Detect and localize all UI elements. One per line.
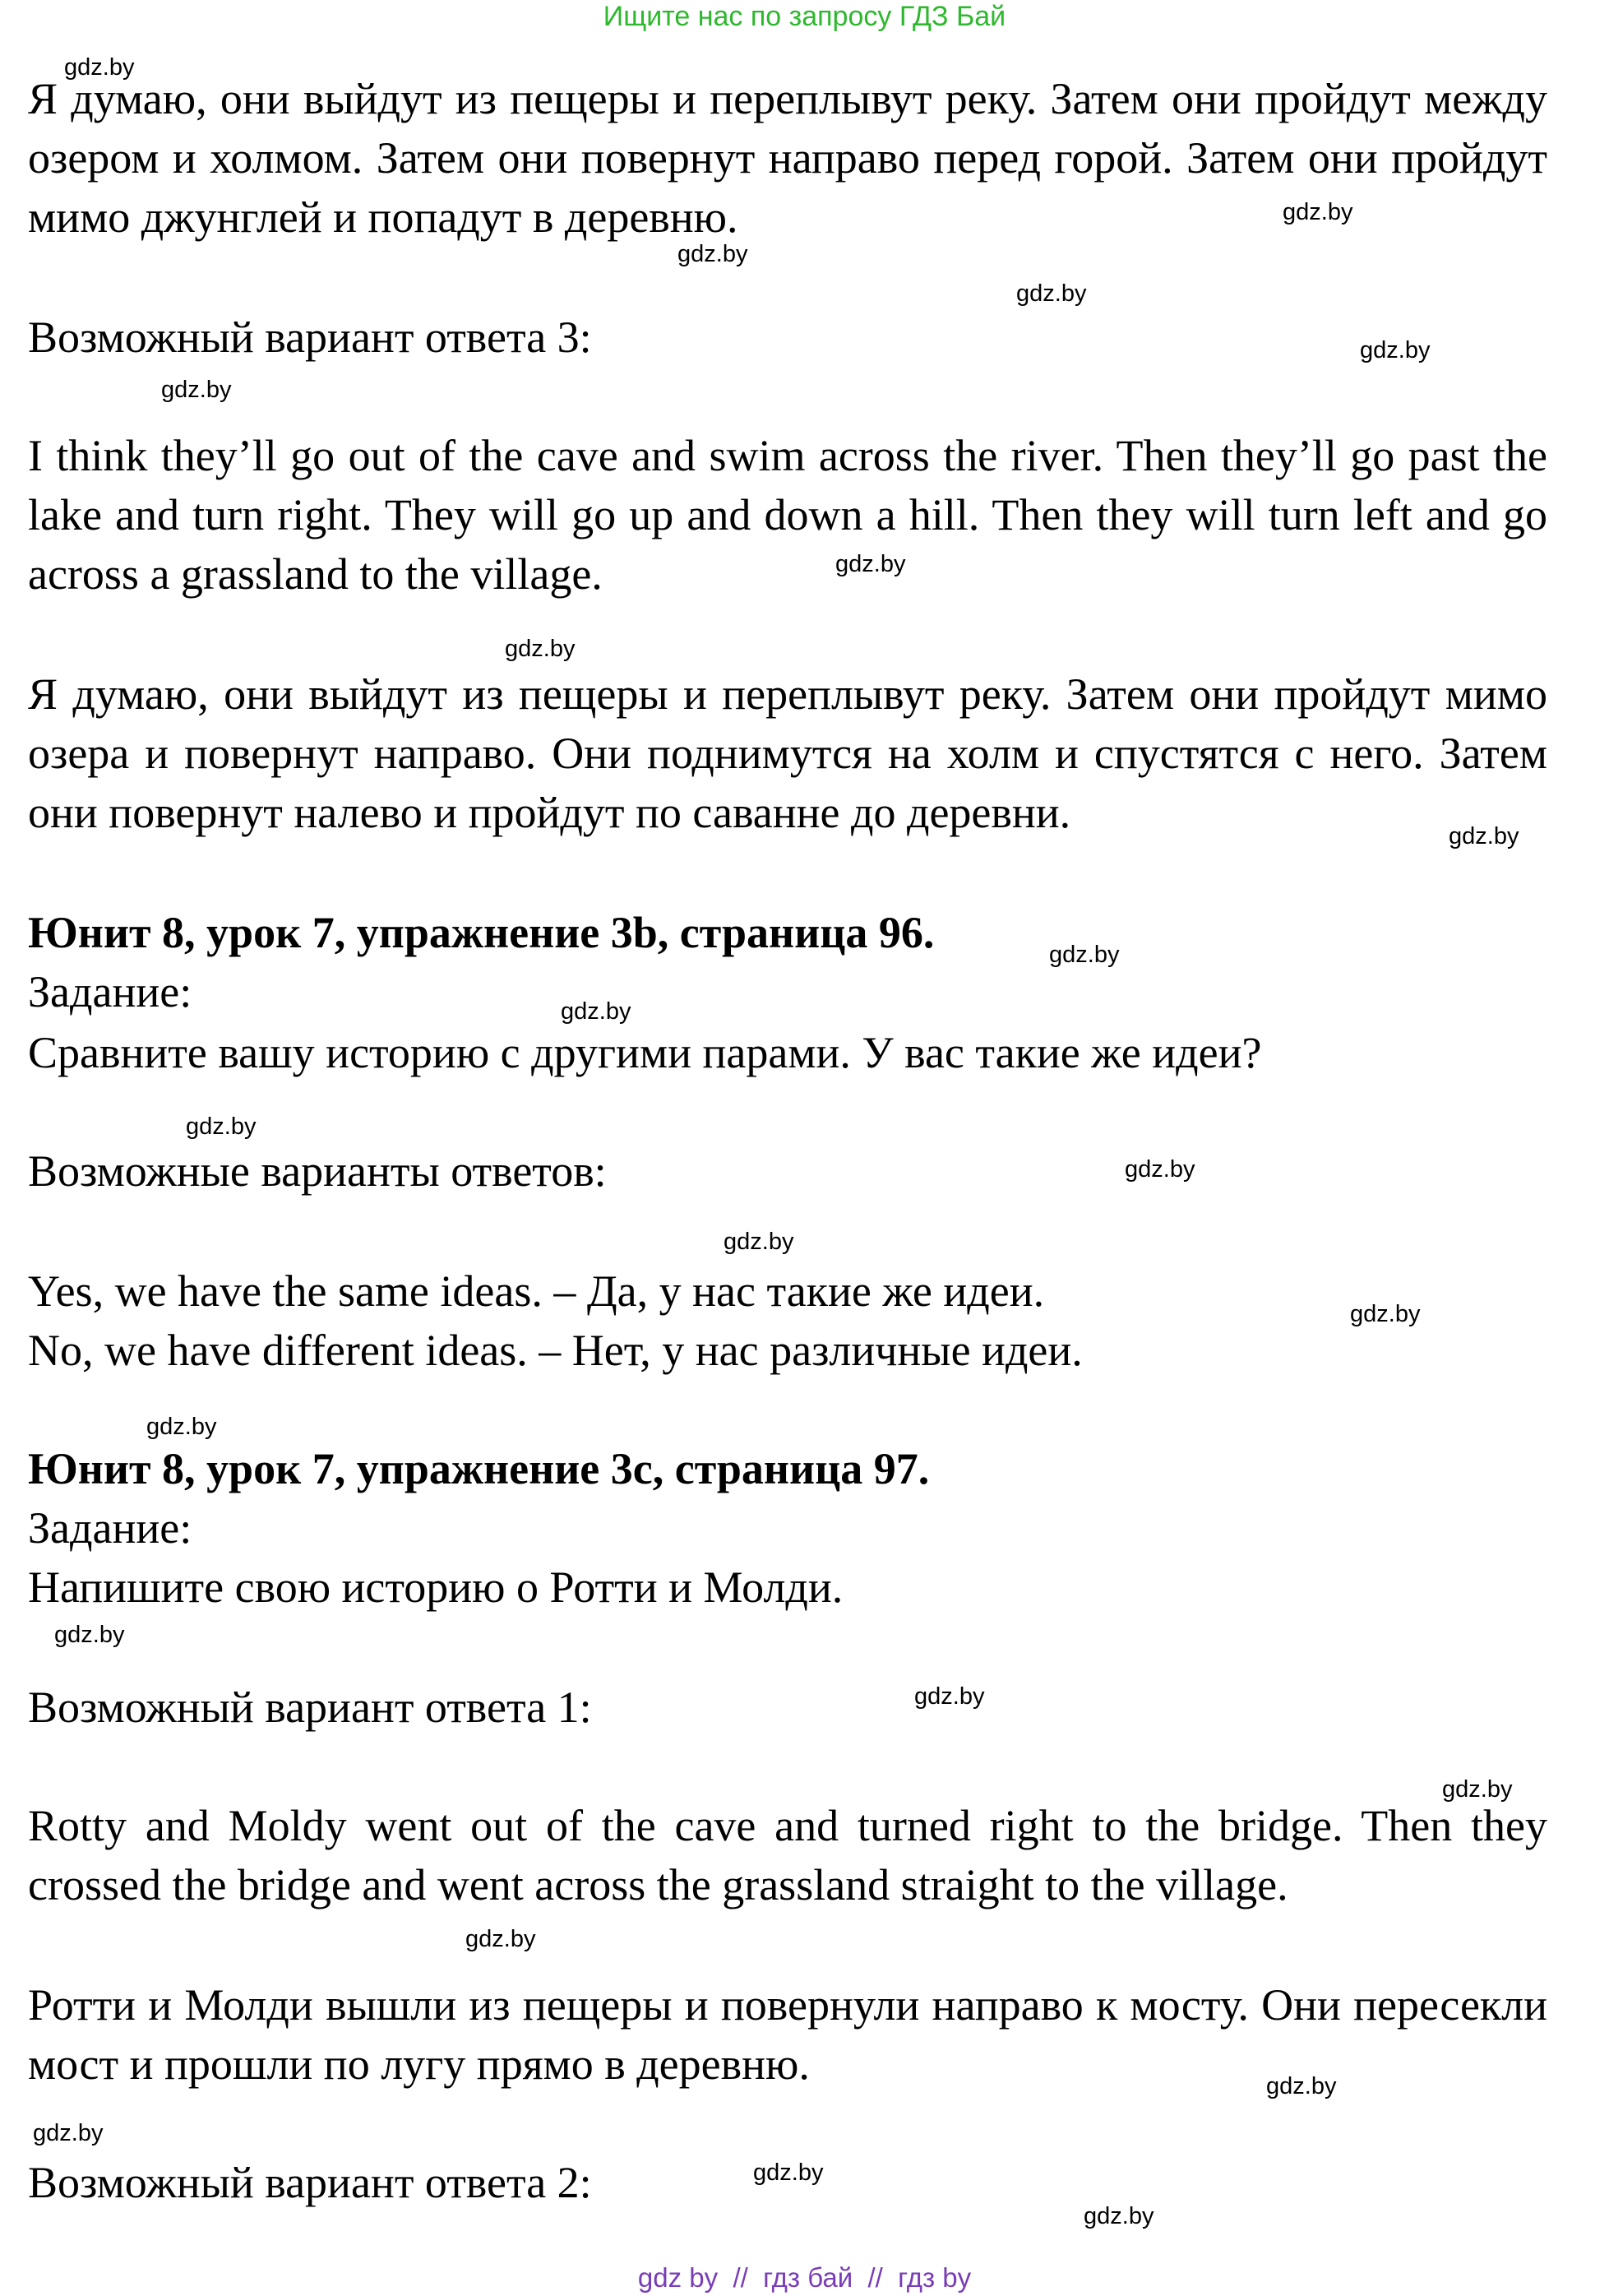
- watermark: gdz.by: [146, 1414, 217, 1440]
- exercise-3c-heading: Юнит 8, урок 7, упражнение 3c, страница 97.: [28, 1444, 930, 1493]
- watermark: gdz.by: [1049, 942, 1120, 968]
- watermark: gdz.by: [54, 1622, 125, 1648]
- watermark: gdz.by: [1283, 199, 1353, 225]
- watermark: gdz.by: [1266, 2073, 1337, 2099]
- watermark: gdz.by: [1016, 280, 1087, 307]
- watermark: gdz.by: [1125, 1156, 1195, 1183]
- answer-yes: Yes, we have the same ideas. – Да, у нас такие же идеи.: [28, 1266, 1045, 1316]
- watermark: gdz.by: [1084, 2203, 1154, 2229]
- exercise-3b-heading: Юнит 8, урок 7, упражнение 3b, страница 96.: [28, 908, 935, 957]
- variant-2-label: Возможный вариант ответа 2:: [28, 2158, 592, 2207]
- variant-1-label: Возможный вариант ответа 1:: [28, 1683, 592, 1732]
- answer-variant-3-english: I think they’ll go out of the cave and swim across the river. Then they’ll go past the lake and turn right. They will go up and down a hill. Then they will turn left and go across a grassland to the village.: [28, 431, 1547, 599]
- watermark: gdz.by: [161, 377, 232, 403]
- task-3b-text: Сравните вашу историю с другими парами. У вас такие же идеи?: [28, 1028, 1262, 1077]
- answer-translation-2: Я думаю, они выйдут из пещеры и переплывут реку. Затем они пройдут между озером и холмом. Затем они повернут направо перед горой. Затем они пройдут мимо джунглей и попадут в деревню.: [28, 74, 1547, 242]
- watermark: gdz.by: [64, 54, 135, 81]
- watermark: gdz.by: [835, 551, 906, 577]
- answer-variant-1-translation: Ротти и Молди вышли из пещеры и повернули направо к мосту. Они пересекли мост и прошли по лугу прямо в деревню.: [28, 1980, 1547, 2089]
- footer-links[interactable]: gdz by // гдз бай // гдз by: [637, 2262, 972, 2293]
- watermark: gdz.by: [186, 1113, 257, 1140]
- watermark: gdz.by: [33, 2120, 104, 2146]
- watermark: gdz.by: [1442, 1776, 1513, 1803]
- task-3c-text: Напишите свою историю о Ротти и Молди.: [28, 1562, 844, 1612]
- watermark: gdz.by: [1350, 1301, 1421, 1327]
- answer-variant-1-english: Rotty and Moldy went out of the cave and turned right to the bridge. Then they crossed the bridge and went across the grassland straight to the village.: [28, 1801, 1547, 1909]
- watermark: gdz.by: [753, 2159, 824, 2186]
- watermark: gdz.by: [561, 998, 631, 1025]
- watermark: gdz.by: [914, 1683, 985, 1710]
- task-label: Задание:: [28, 1503, 192, 1553]
- watermark: gdz.by: [1449, 823, 1519, 849]
- watermark: gdz.by: [1360, 337, 1431, 363]
- variants-label: Возможные варианты ответов:: [28, 1146, 607, 1196]
- watermark: gdz.by: [724, 1229, 794, 1255]
- top-banner[interactable]: Ищите нас по запросу ГДЗ Бай: [603, 1, 1006, 32]
- answer-no: No, we have different ideas. – Нет, у нас различные идеи.: [28, 1326, 1083, 1375]
- task-label: Задание:: [28, 967, 192, 1016]
- watermark: gdz.by: [677, 241, 748, 267]
- watermark: gdz.by: [505, 636, 576, 662]
- watermark: gdz.by: [465, 1926, 536, 1952]
- answer-variant-3-translation: Я думаю, они выйдут из пещеры и переплывут реку. Затем они пройдут мимо озера и повернут направо. Они поднимутся на холм и спустятся с него. Затем они повернут налево и пройдут по саванне до деревни.: [28, 669, 1547, 837]
- variant-3-label: Возможный вариант ответа 3:: [28, 312, 592, 362]
